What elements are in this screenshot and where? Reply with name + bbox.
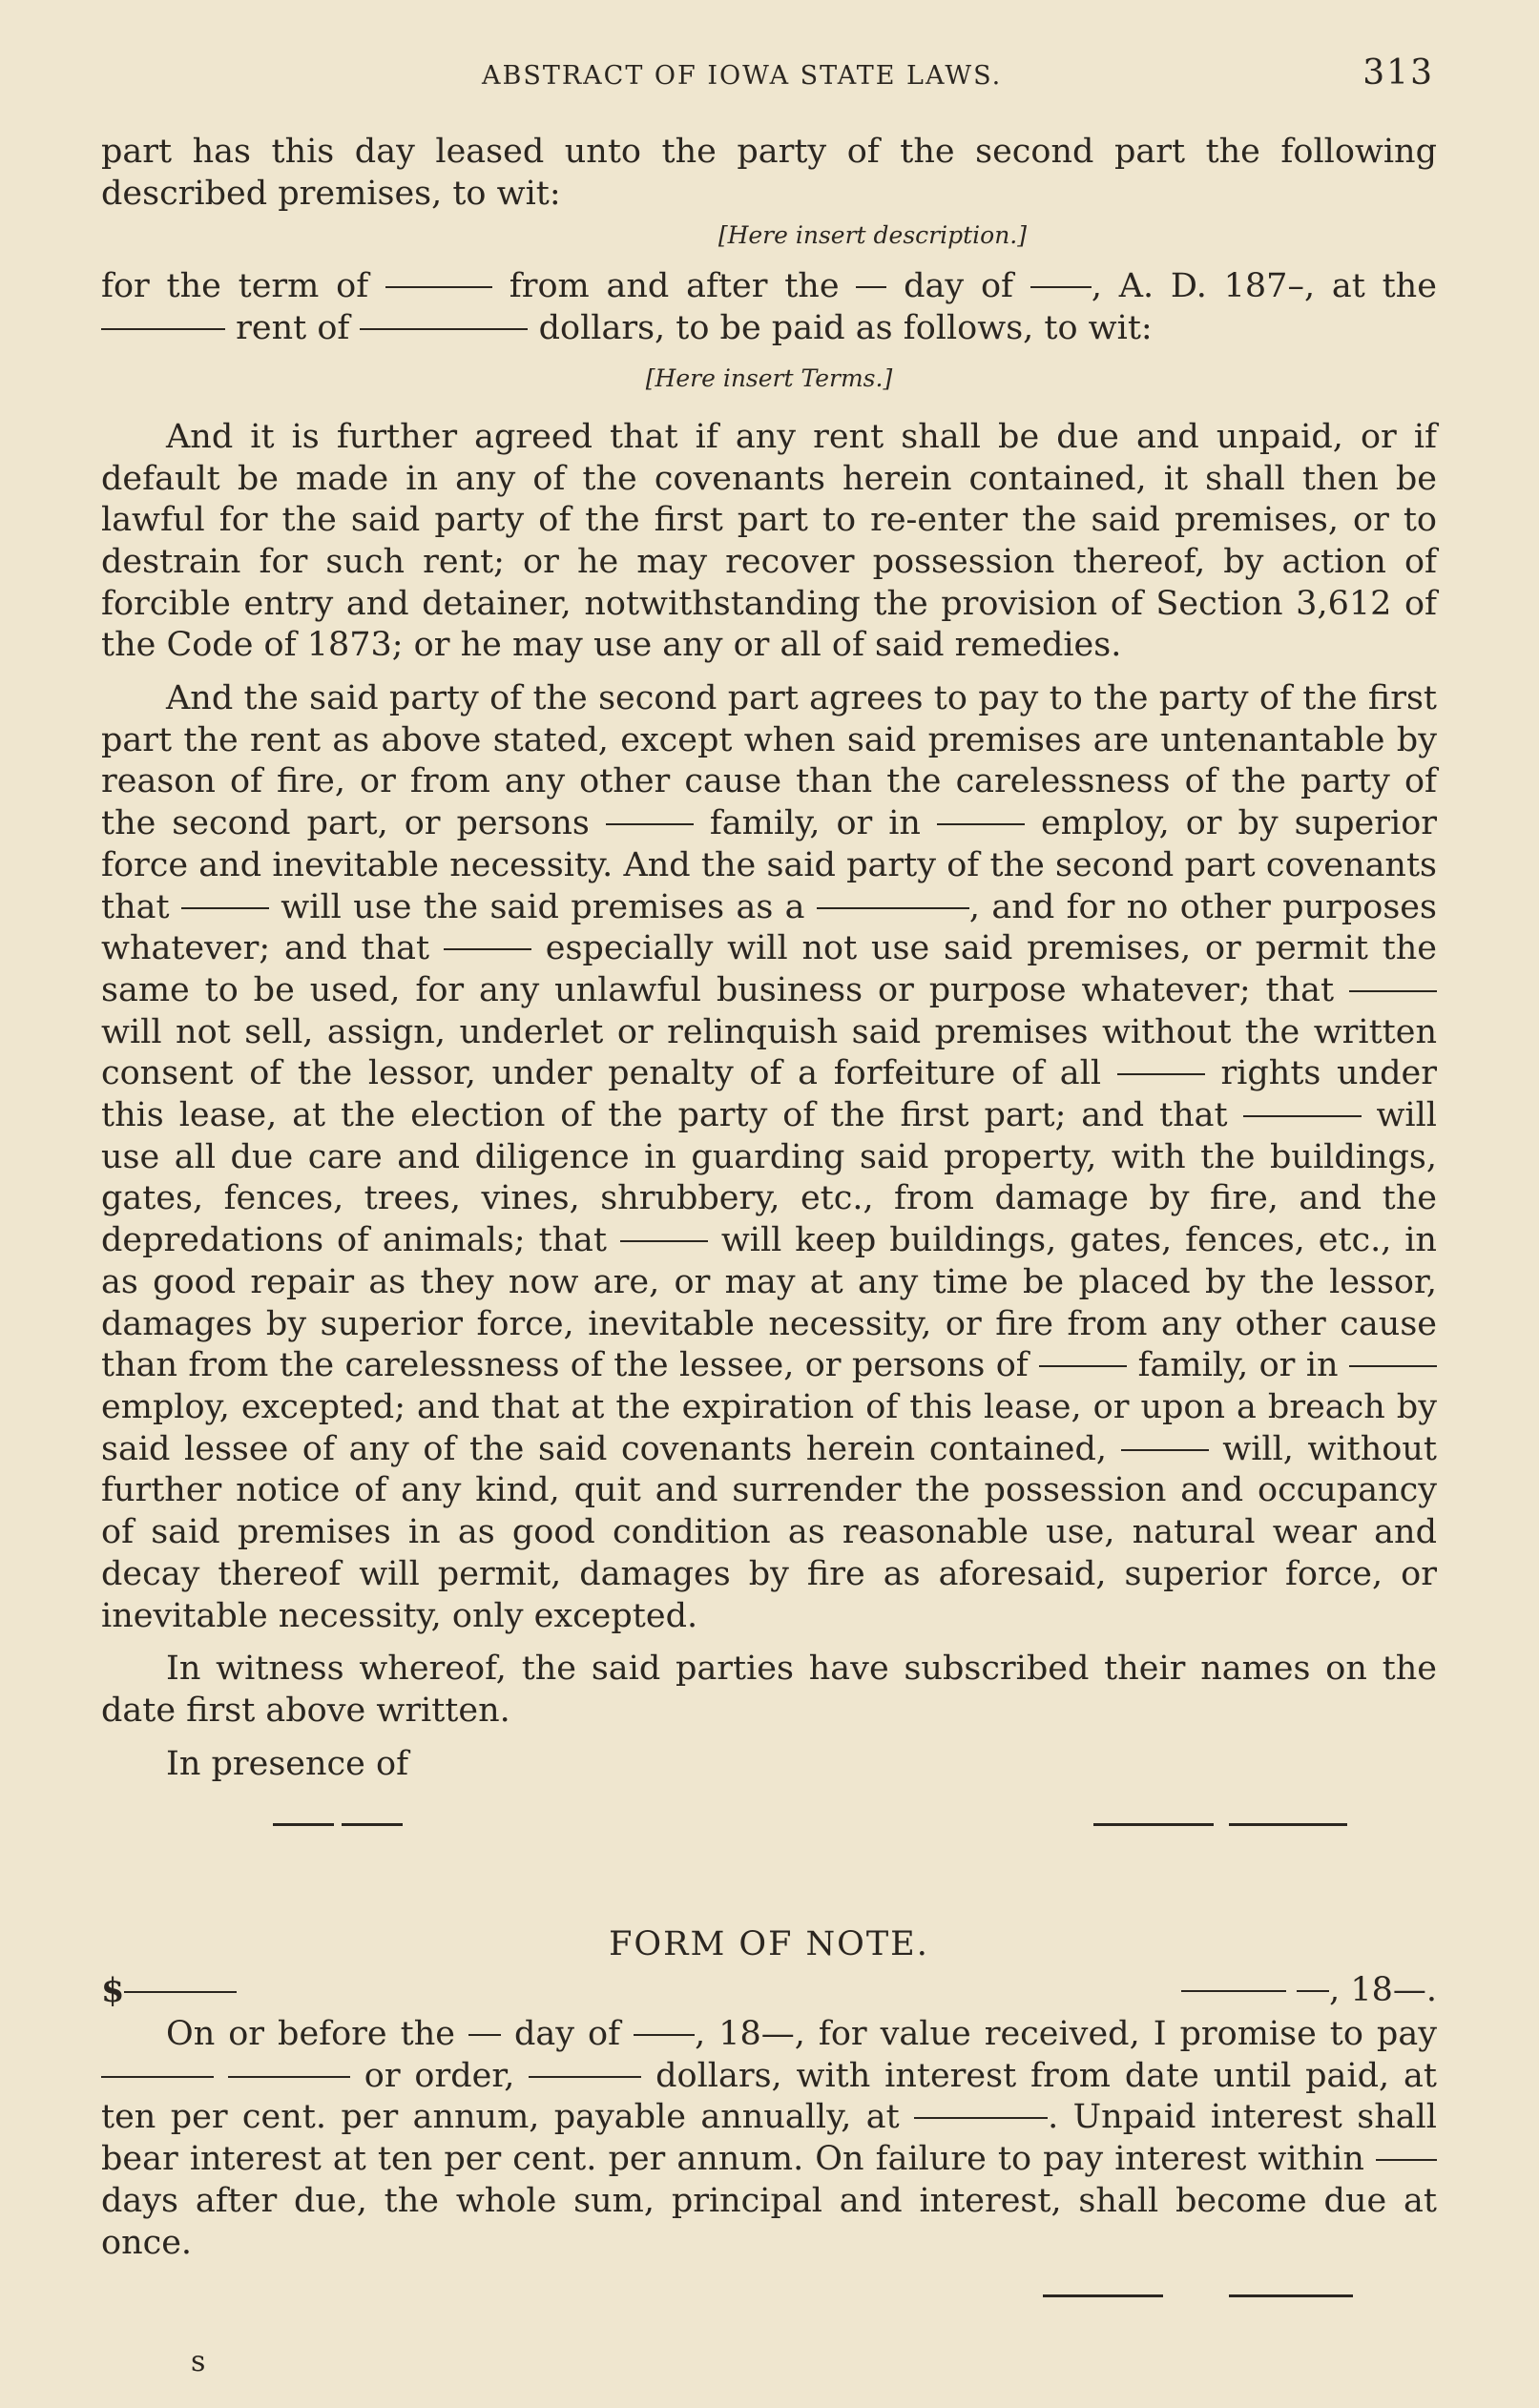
blank-line — [817, 907, 969, 909]
description-note: [Here insert description.] — [718, 221, 1027, 250]
note-date-line: , 18—. — [1181, 1970, 1437, 2012]
blank-line — [634, 2034, 695, 2036]
blank-line — [914, 2117, 1048, 2119]
blank-line — [468, 2034, 501, 2036]
blank-line — [360, 328, 528, 330]
witness-clause: In witness whereof, the said parties have subscribed their names on the date first above written. — [101, 1650, 1437, 1730]
terms-note: [Here insert Terms.] — [645, 363, 893, 392]
page-number: 313 — [1362, 53, 1434, 93]
lease-opening: part has this day leased unto the party of the second part the following described premises, to wit: — [101, 133, 1437, 213]
blank-line — [606, 823, 694, 825]
blank-line — [529, 2076, 641, 2078]
maker-signature-line — [1229, 2294, 1353, 2301]
default-paragraph: And it is further agreed that if any rent shall be due and unpaid, or if default be made in any of the covenants herein contained, it shall then be lawful for the said party of the first part to re-enter the said premises, or to destrain for such rent; or he may recover possession thereof, by action of forcible entry and detainer, notwithstanding the provision of Section 3,612 of the Code of 1873; or he may use any or all of said remedies. — [101, 417, 1437, 665]
covenants-paragraph: And the said party of the second part agrees to pay to the party of the first part the rent as above stated, except when said premises are untenantable by reason of fire, or from any other cause than the carelessness of the party of the second part, or persons family, or in employ, or by superior force and inevitable necessity. And the said party of the second part covenants that will use the said premises as a , and for no other purposes whatever; and that especially will not use said premises, or permit the same to be used, for any unlawful business or purpose whatever; that will not sell, assign, underlet or relinquish said premises without the written consent of the lessor, under penalty of a forfeiture of all rights under this lease, at the election of the party of the first part; and that will use all due care and diligence in guarding said property, with the buildings, gates, fences, trees, vines, shrubbery, etc., from damage by fire, and the depredations of animals; that will keep buildings, gates, fences, etc., in as good repair as they now are, or may at any time be placed by the lessor, damages by superior force, inevitable necessity, or fire from any other cause than from the carelessness of the lessee, or persons of family, or in employ, excepted; and that at the expiration of this lease, or upon a breach by said lessee of any of the said covenants herein contained, will, without further notice of any kind, quit and surrender the possession and occupancy of said premises in as good condition as reasonable use, natural wear and decay thereof will permit, damages by fire as aforesaid, superior force, or inevitable necessity, only excepted. — [101, 679, 1437, 1635]
blank-line — [1117, 1073, 1205, 1075]
blank-line — [1243, 1115, 1362, 1117]
witness-signature-line — [273, 1823, 334, 1826]
maker-signature-line — [1043, 2294, 1163, 2301]
blank-line — [1181, 1990, 1286, 1992]
signature-mark: s — [191, 2345, 206, 2378]
note-amount-row — [101, 1970, 1437, 2014]
blank-line — [1349, 1365, 1437, 1367]
blank-line — [1121, 1449, 1209, 1451]
page-body — [101, 132, 1437, 2264]
blank-line — [181, 907, 269, 909]
lease-signature-row — [101, 1785, 1437, 1842]
witness-signature-line — [342, 1823, 403, 1826]
blank-line — [1376, 2159, 1437, 2161]
blank-line — [1349, 990, 1437, 992]
blank-line — [937, 823, 1025, 825]
note-body: On or before the day of , 18—, for value received, I promise to pay or order, dollars, with interest from date until paid, at ten per cent. per annum, payable annually, at . Unpaid interest shall bear interest at ten per cent. per annum. On failure to pay interest within days after due, the whole sum, principal and interest, shall become due at once. — [101, 2015, 1437, 2262]
dollar-sign: $ — [101, 1970, 237, 2012]
blank-line — [1039, 1365, 1127, 1367]
party-signature-line — [1093, 1823, 1214, 1826]
page-header — [0, 53, 1539, 101]
presence-clause: In presence of — [166, 1744, 409, 1783]
blank-line — [444, 948, 531, 950]
party-signature-line — [1229, 1823, 1347, 1826]
blank-line — [124, 1991, 237, 1993]
form-of-note-heading: FORM OF NOTE. — [609, 1925, 929, 1964]
blank-line — [228, 2076, 350, 2078]
section-spacer — [101, 1842, 1437, 1924]
lease-term-clause: for the term of from and after the day of , A. D. 187–, at the rent of dollars, to be paid as follows, to wit: — [101, 267, 1437, 348]
blank-line — [620, 1240, 708, 1242]
blank-line — [101, 328, 225, 330]
running-title: ABSTRACT OF IOWA STATE LAWS. — [482, 61, 1003, 91]
blank-line — [101, 2076, 214, 2078]
blank-line — [1297, 1990, 1329, 1992]
blank-line — [385, 286, 492, 288]
blank-line — [856, 286, 886, 288]
blank-line — [1030, 286, 1092, 288]
